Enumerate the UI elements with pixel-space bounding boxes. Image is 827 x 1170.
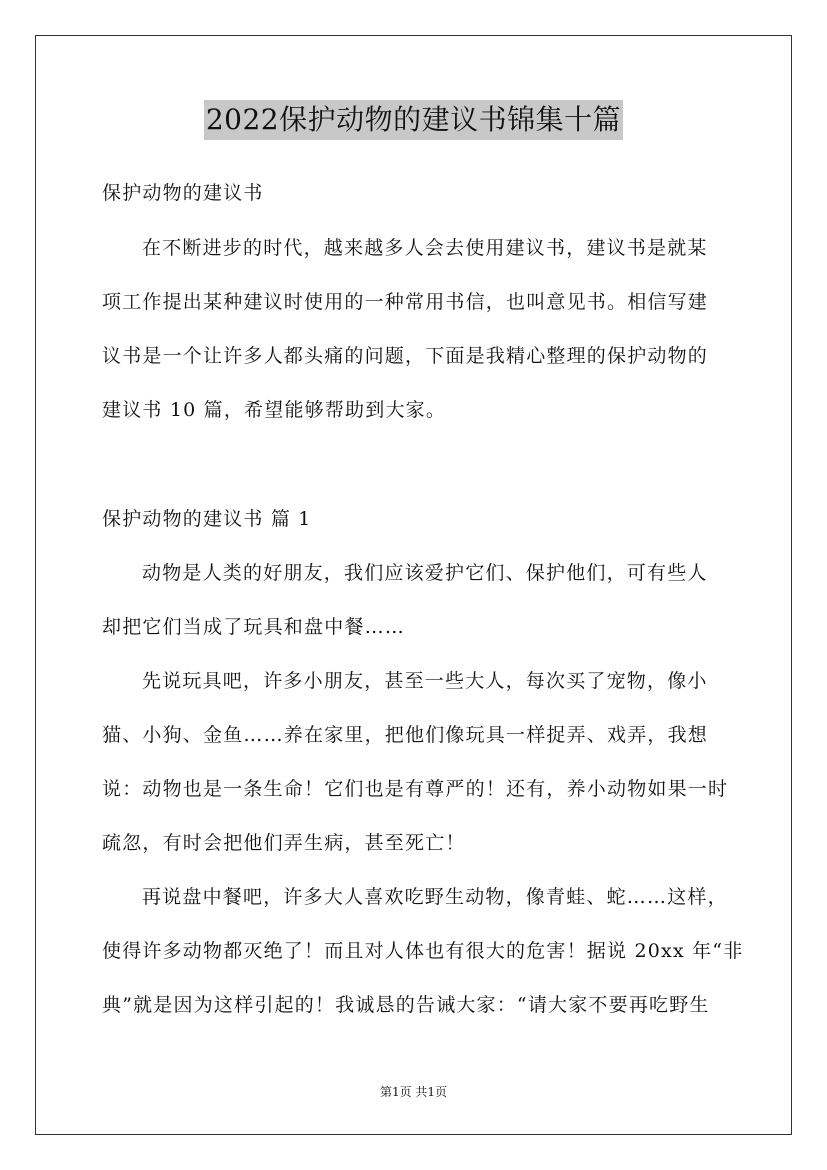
section1-line-3: 先说玩具吧，许多小朋友，甚至一些大人，每次买了宠物，像小 bbox=[142, 670, 708, 692]
section1-line-9: 典”就是因为这样引起的！我诚恳的告诫大家：“请大家不要再吃野生 bbox=[102, 994, 710, 1016]
title-container bbox=[0, 100, 827, 140]
document-title: 2022保护动物的建议书锦集十篇 bbox=[204, 100, 623, 140]
section1-line-5: 说：动物也是一条生命！它们也是有尊严的！还有，养小动物如果一时 bbox=[102, 778, 729, 800]
section1-line-8: 使得许多动物都灭绝了！而且对人体也有很大的危害！据说 20xx 年“非 bbox=[102, 940, 744, 962]
intro-line-2: 项工作提出某种建议时使用的一种常用书信，也叫意见书。相信写建 bbox=[102, 291, 709, 313]
intro-line-3: 议书是一个让许多人都头痛的问题，下面是我精心整理的保护动物的 bbox=[102, 345, 709, 367]
section1-heading: 保护动物的建议书 篇 1 bbox=[102, 508, 312, 530]
section1-line-4: 猫、小狗、金鱼……养在家里，把他们像玩具一样捉弄、戏弄，我想 bbox=[102, 724, 709, 746]
intro-heading: 保护动物的建议书 bbox=[102, 182, 264, 204]
section1-line-7: 再说盘中餐吧，许多大人喜欢吃野生动物，像青蛙、蛇……这样， bbox=[142, 886, 728, 908]
intro-line-1: 在不断进步的时代，越来越多人会去使用建议书，建议书是就某 bbox=[142, 237, 708, 259]
section1-line-6: 疏忽，有时会把他们弄生病，甚至死亡！ bbox=[102, 832, 466, 854]
section1-line-2: 却把它们当成了玩具和盘中餐…… bbox=[102, 616, 406, 638]
intro-line-4: 建议书 10 篇，希望能够帮助到大家。 bbox=[102, 399, 447, 421]
section1-line-1: 动物是人类的好朋友，我们应该爱护它们、保护他们，可有些人 bbox=[142, 562, 708, 584]
page-footer: 第1页 共1页 bbox=[379, 1085, 448, 1099]
